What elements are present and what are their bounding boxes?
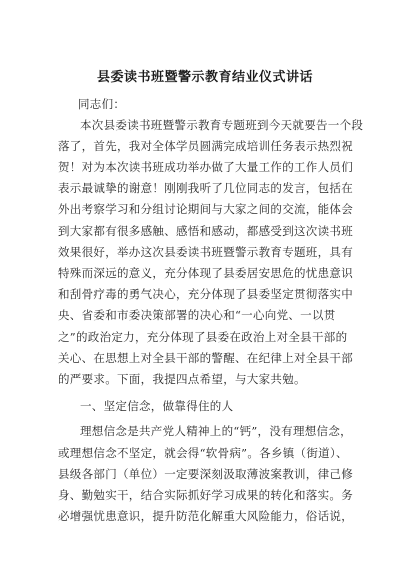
salutation: 同志们：: [78, 97, 126, 111]
document-title: 县委读书班暨警示教育结业仪式讲话: [96, 70, 313, 85]
paragraph-line-6: 到大家都有很多感触、感悟和感动，都感受到这次读书班: [58, 224, 353, 238]
paragraph-line-5: 外出考察学习和分组讨论期间与大家之间的交流，能体会: [58, 202, 353, 216]
section-1-line-2: 或理想信念不坚定，就会得“软骨病”。各乡镇（街道）、: [58, 446, 348, 460]
paragraph-line-11: 之”的政治定力，充分体现了县委在政治上对全县干部的: [58, 330, 348, 344]
section-heading-1: 一、坚定信念，做靠得住的人: [80, 399, 234, 413]
section-1-line-5: 必增强忧患意识，提升防范化解重大风险能力，俗话说，: [58, 509, 353, 523]
section-1-line-4: 身、勤勉实干，结合实际抓好学习成果的转化和落实。务: [58, 488, 353, 502]
paragraph-line-13: 的严要求。下面，我提四点希望，与大家共勉。: [58, 372, 306, 386]
paragraph-line-9: 和刮骨疗毒的勇气决心，充分体现了县委坚定贯彻落实中: [58, 287, 353, 301]
paragraph-line-8: 特殊而深远的意义，充分体现了县委居安思危的忧患意识: [58, 266, 353, 280]
paragraph-line-4: 表示最诚挚的谢意！刚刚我听了几位同志的发言，包括在: [58, 181, 353, 195]
paragraph-line-2: 落了，首先，我对全体学员圆满完成培训任务表示热烈祝: [58, 139, 353, 153]
paragraph-line-7: 效果很好，举办这次县委读书班暨警示教育专题班，具有: [58, 245, 353, 259]
paragraph-line-10: 央、省委和市委决策部署的决心和“一心向党、一以贯: [58, 308, 336, 322]
paragraph-line-12: 关心、在思想上对全县干部的警醒、在纪律上对全县干部: [58, 351, 353, 365]
section-1-line-1: 理想信念是共产党人精神上的“钙”，没有理想信念，: [80, 424, 352, 438]
paragraph-line-1: 本次县委读书班暨警示教育专题班到今天就要告一个段: [80, 118, 364, 132]
paragraph-line-3: 贺！对为本次读书班成功举办做了大量工作的工作人员们: [58, 160, 353, 174]
section-1-line-3: 县级各部门（单位）一定要深刻汲取薄波案教训，律己修: [58, 467, 353, 481]
